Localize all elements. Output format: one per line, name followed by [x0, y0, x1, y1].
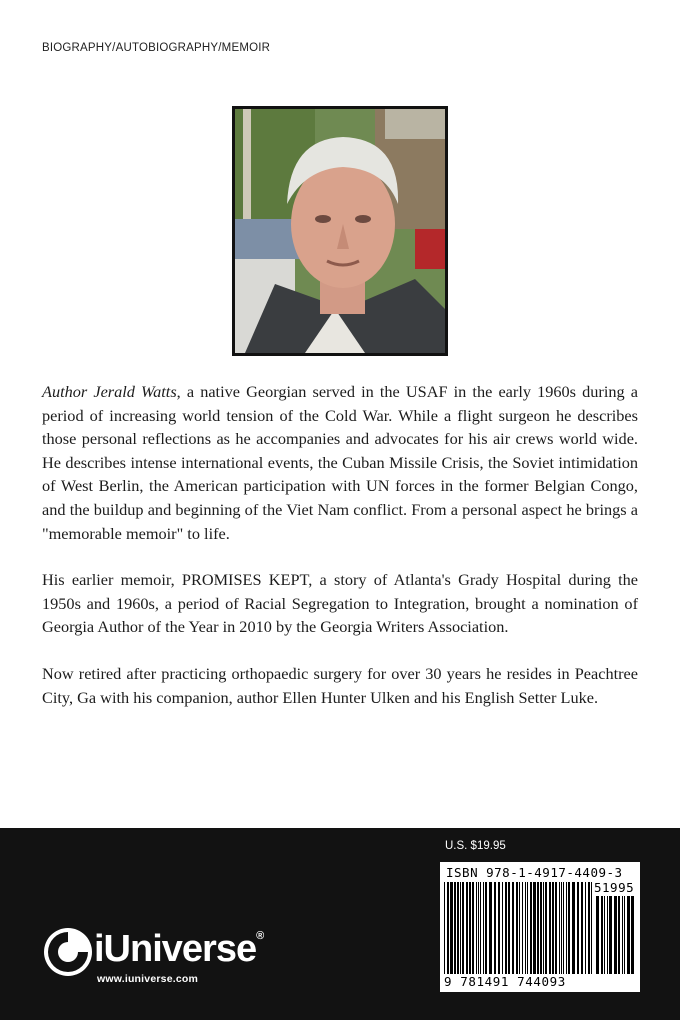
barcode-bar [624, 896, 625, 974]
barcode-bar [631, 896, 634, 974]
barcode-bar [552, 882, 554, 974]
barcode-bar [508, 882, 510, 974]
barcode-bar [614, 896, 617, 974]
barcode-bar [527, 882, 528, 974]
barcode-bar [476, 882, 477, 974]
barcode-bar [561, 882, 562, 974]
barcode-bar [502, 882, 503, 974]
barcode-bar [537, 882, 539, 974]
barcode-bar [591, 882, 592, 974]
publisher-name: iUniverse® [94, 928, 265, 970]
barcode-bar [462, 882, 464, 974]
barcode-bar [607, 896, 608, 974]
barcode-bar [568, 882, 570, 974]
barcode-bar [585, 882, 586, 974]
book-category: BIOGRAPHY/AUTOBIOGRAPHY/MEMOIR [42, 42, 271, 54]
cover-footer [0, 828, 680, 1020]
barcode-bar [454, 882, 456, 974]
barcode-bar [559, 882, 560, 974]
barcode-bar [609, 896, 612, 974]
iuniverse-swirl-icon [42, 926, 94, 978]
author-photo [232, 106, 448, 356]
isbn-number: ISBN 978-1-4917-4409-3 [446, 865, 623, 880]
price-addon-number: 51995 [594, 880, 635, 895]
barcode-bar [545, 882, 547, 974]
barcode-bar [581, 882, 583, 974]
barcode-bar [588, 882, 590, 974]
author-description: , a native Georgian served in the USAF in the early 1960s during a period of increasing world tension of the Cold War. While a flight surgeon he describes those personal reflections as he accompanies and advocates for his air crews world wide. He describes intense international events, the Cuban Missile Crisis, the Soviet intimidation of West Berlin, the American participation with UN forces in the former Belgian Congo, and the buildup and beginning of the Viet Nam conflict. From a personal aspect he brings a "memorable memoir" to life. [42, 382, 638, 543]
back-cover-blurb [42, 380, 638, 732]
blurb-paragraph-retirement: Now retired after practicing orthopaedic surgery for over 30 years he resides in Peachtree City, Ga with his companion, author Ellen Hunter Ulken and his English Setter Luke. [42, 663, 638, 707]
barcode-bar [555, 882, 557, 974]
barcode-bar [549, 882, 551, 974]
barcode-bar [480, 882, 481, 974]
blurb-paragraph-author [42, 380, 638, 545]
barcode-bar [533, 882, 536, 974]
barcode-bar [566, 882, 567, 974]
barcode-bar [577, 882, 579, 974]
barcode-bar [447, 882, 449, 974]
barcode-bar [485, 882, 487, 974]
publisher-url: www.iuniverse.com [97, 973, 199, 985]
barcode-bar [618, 896, 620, 974]
barcode-bar [469, 882, 471, 974]
price-label: U.S. $19.95 [445, 840, 506, 852]
barcode-bar [489, 882, 492, 974]
barcode-bar [525, 882, 526, 974]
barcode-bar [472, 882, 474, 974]
barcode-bar [483, 882, 484, 974]
barcode-bar [540, 882, 542, 974]
ean-number: 9 781491 744093 [444, 974, 566, 989]
barcode-bar [478, 882, 479, 974]
barcode-bar [444, 882, 445, 974]
author-name: Author Jerald Watts [42, 382, 177, 401]
blurb-paragraph-earlier-memoir: His earlier memoir, PROMISES KEPT, a story of Atlanta's Grady Hospital during the 1950s and 1960s, a period of Racial Segregation to Integration, brought a nomination of Georgia Author of the Year in 2010 by the Georgia Writers Association. [42, 570, 638, 637]
barcode-bar [572, 882, 575, 974]
barcode-bar [627, 896, 630, 974]
addon-barcode-bars [596, 896, 636, 974]
barcode-bar [519, 882, 520, 974]
barcode-bar [543, 882, 544, 974]
barcode-bar [512, 882, 514, 974]
barcode-bar [622, 896, 623, 974]
barcode-bar [498, 882, 500, 974]
barcode-bar [466, 882, 468, 974]
barcode-bar [516, 882, 518, 974]
isbn-barcode [440, 862, 640, 992]
barcode-bar [494, 882, 496, 974]
barcode-bar [450, 882, 453, 974]
barcode-bar [563, 882, 564, 974]
barcode-bar [604, 896, 605, 974]
barcode-bar [522, 882, 523, 974]
barcode-bar [530, 882, 532, 974]
barcode-bar [457, 882, 459, 974]
barcode-bar [460, 882, 461, 974]
barcode-bar [601, 896, 603, 974]
barcode-bar [596, 896, 599, 974]
author-portrait-image [235, 109, 445, 353]
publisher-logo [42, 926, 282, 996]
ean-barcode-bars [444, 882, 592, 974]
barcode-bar [505, 882, 507, 974]
